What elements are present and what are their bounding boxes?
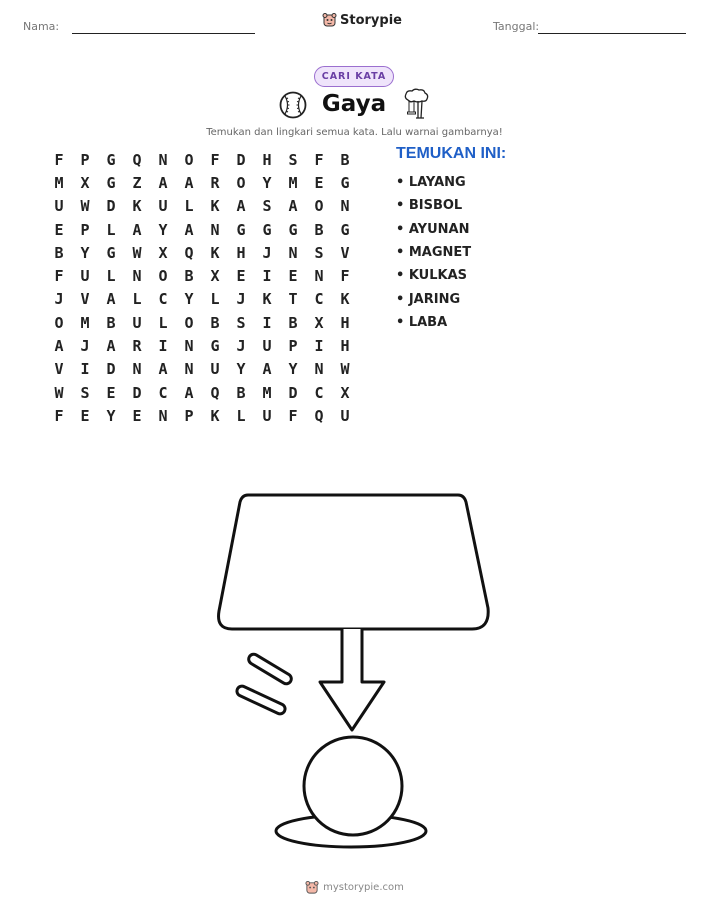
- grid-row: [46, 404, 358, 427]
- grid-letter[interactable]: O: [54, 313, 64, 332]
- grid-letter[interactable]: R: [210, 173, 220, 192]
- grid-letter[interactable]: N: [132, 360, 142, 379]
- grid-row: [46, 288, 358, 311]
- grid-letter[interactable]: N: [184, 337, 194, 356]
- grid-letter[interactable]: U: [54, 197, 64, 216]
- grid-letter[interactable]: Q: [314, 406, 324, 425]
- grid-letter[interactable]: C: [314, 383, 324, 402]
- grid-letter[interactable]: G: [106, 243, 116, 262]
- grid-letter[interactable]: L: [106, 267, 116, 286]
- grid-row: [46, 264, 358, 287]
- grid-letter[interactable]: N: [288, 243, 298, 262]
- grid-letter[interactable]: F: [314, 150, 324, 169]
- grid-letter[interactable]: Y: [80, 243, 90, 262]
- footer: [0, 880, 709, 895]
- grid-letter[interactable]: G: [106, 173, 116, 192]
- ball: [304, 737, 402, 835]
- grid-letter[interactable]: N: [314, 360, 324, 379]
- grid-letter[interactable]: A: [262, 360, 272, 379]
- word-list-item: • AYUNAN: [396, 221, 470, 237]
- grid-letter[interactable]: Y: [262, 173, 272, 192]
- grid-letter[interactable]: U: [80, 267, 90, 286]
- grid-letter[interactable]: Y: [106, 406, 116, 425]
- grid-letter[interactable]: A: [158, 360, 168, 379]
- grid-letter[interactable]: A: [132, 220, 142, 239]
- baseball-icon: [278, 90, 308, 120]
- grid-letter[interactable]: S: [262, 197, 272, 216]
- grid-letter[interactable]: G: [210, 337, 220, 356]
- grid-letter[interactable]: J: [236, 290, 246, 309]
- grid-letter[interactable]: P: [184, 406, 194, 425]
- grid-letter[interactable]: U: [210, 360, 220, 379]
- grid-letter[interactable]: K: [132, 197, 142, 216]
- word-list: [396, 171, 471, 334]
- grid-letter[interactable]: N: [158, 150, 168, 169]
- grid-letter[interactable]: L: [236, 406, 246, 425]
- name-line: [72, 33, 255, 34]
- grid-letter[interactable]: O: [236, 173, 246, 192]
- grid-letter[interactable]: A: [288, 197, 298, 216]
- attraction-arrow: [320, 629, 384, 730]
- date-line: [538, 33, 686, 34]
- grid-letter[interactable]: F: [54, 267, 64, 286]
- grid-letter[interactable]: K: [340, 290, 350, 309]
- grid-letter[interactable]: N: [210, 220, 220, 239]
- grid-letter[interactable]: L: [184, 197, 194, 216]
- grid-letter[interactable]: A: [184, 383, 194, 402]
- grid-letter[interactable]: E: [80, 406, 90, 425]
- grid-letter[interactable]: F: [288, 406, 298, 425]
- word-list-item: • LABA: [396, 314, 448, 330]
- grid-letter[interactable]: A: [54, 337, 64, 356]
- name-label: Nama:: [23, 20, 60, 33]
- grid-letter[interactable]: D: [106, 360, 116, 379]
- grid-letter[interactable]: U: [262, 406, 272, 425]
- grid-letter[interactable]: F: [210, 150, 220, 169]
- grid-letter[interactable]: H: [340, 337, 350, 356]
- grid-row: [46, 171, 358, 194]
- grid-letter[interactable]: E: [132, 406, 142, 425]
- grid-letter[interactable]: H: [236, 243, 246, 262]
- find-title: TEMUKAN INI:: [396, 145, 507, 162]
- grid-letter[interactable]: Y: [236, 360, 246, 379]
- grid-letter[interactable]: J: [80, 337, 90, 356]
- grid-letter[interactable]: P: [80, 150, 90, 169]
- grid-letter[interactable]: Q: [132, 150, 142, 169]
- grid-letter[interactable]: S: [80, 383, 90, 402]
- grid-letter[interactable]: N: [314, 267, 324, 286]
- instructions: Temukan dan lingkari semua kata. Lalu warnai gambarnya!: [206, 127, 503, 138]
- tree-swing-icon: [400, 88, 432, 120]
- page-title: Gaya: [321, 91, 387, 117]
- storypie-mascot-icon: [322, 12, 337, 28]
- grid-letter[interactable]: J: [236, 337, 246, 356]
- grid-letter[interactable]: M: [54, 173, 64, 192]
- grid-row: [46, 241, 358, 264]
- grid-letter[interactable]: B: [288, 313, 298, 332]
- motion-line: [235, 684, 286, 715]
- grid-letter[interactable]: W: [340, 360, 350, 379]
- grid-letter[interactable]: G: [106, 150, 116, 169]
- grid-letter[interactable]: W: [54, 383, 64, 402]
- grid-letter[interactable]: P: [288, 337, 298, 356]
- grid-letter[interactable]: B: [54, 243, 64, 262]
- grid-letter[interactable]: X: [340, 383, 350, 402]
- grid-letter[interactable]: H: [262, 150, 272, 169]
- grid-letter[interactable]: M: [288, 173, 298, 192]
- grid-letter[interactable]: A: [184, 173, 194, 192]
- grid-letter[interactable]: I: [314, 337, 324, 356]
- magnet-illustration: [210, 490, 500, 855]
- activity-badge: CARI KATA: [314, 66, 394, 87]
- word-list-item: • LAYANG: [396, 175, 466, 191]
- grid-letter[interactable]: X: [314, 313, 324, 332]
- grid-letter[interactable]: J: [54, 290, 64, 309]
- grid-letter[interactable]: V: [80, 290, 90, 309]
- grid-letter[interactable]: G: [288, 220, 298, 239]
- grid-row: [46, 358, 358, 381]
- grid-row: [46, 311, 358, 334]
- grid-letter[interactable]: N: [184, 360, 194, 379]
- grid-letter[interactable]: O: [158, 267, 168, 286]
- grid-letter[interactable]: T: [288, 290, 298, 309]
- grid-letter[interactable]: Y: [184, 290, 194, 309]
- grid-letter[interactable]: V: [54, 360, 64, 379]
- grid-letter[interactable]: O: [184, 150, 194, 169]
- grid-letter[interactable]: N: [158, 406, 168, 425]
- grid-letter[interactable]: F: [340, 267, 350, 286]
- grid-letter[interactable]: I: [158, 337, 168, 356]
- grid-letter[interactable]: H: [340, 313, 350, 332]
- grid-letter[interactable]: C: [158, 383, 168, 402]
- grid-letter[interactable]: B: [236, 383, 246, 402]
- grid-letter[interactable]: A: [236, 197, 246, 216]
- grid-letter[interactable]: L: [158, 313, 168, 332]
- word-list-item: • KULKAS: [396, 268, 468, 284]
- grid-letter[interactable]: N: [340, 197, 350, 216]
- grid-letter[interactable]: S: [314, 243, 324, 262]
- grid-letter[interactable]: D: [288, 383, 298, 402]
- grid-letter[interactable]: I: [80, 360, 90, 379]
- grid-letter[interactable]: B: [210, 313, 220, 332]
- grid-letter[interactable]: D: [132, 383, 142, 402]
- grid-letter[interactable]: U: [158, 197, 168, 216]
- grid-letter[interactable]: G: [236, 220, 246, 239]
- grid-letter[interactable]: X: [80, 173, 90, 192]
- grid-letter[interactable]: F: [54, 150, 64, 169]
- grid-letter[interactable]: B: [184, 267, 194, 286]
- grid-letter[interactable]: A: [158, 173, 168, 192]
- grid-letter[interactable]: D: [106, 197, 116, 216]
- grid-letter[interactable]: Q: [210, 383, 220, 402]
- grid-letter[interactable]: M: [80, 313, 90, 332]
- grid-letter[interactable]: D: [236, 150, 246, 169]
- grid-letter[interactable]: L: [132, 290, 142, 309]
- grid-letter[interactable]: I: [262, 313, 272, 332]
- grid-letter[interactable]: V: [340, 243, 350, 262]
- grid-letter[interactable]: Q: [184, 243, 194, 262]
- grid-letter[interactable]: G: [340, 220, 350, 239]
- grid-letter[interactable]: E: [288, 267, 298, 286]
- grid-letter[interactable]: W: [132, 243, 142, 262]
- grid-letter[interactable]: P: [80, 220, 90, 239]
- grid-letter[interactable]: S: [288, 150, 298, 169]
- grid-letter[interactable]: R: [132, 337, 142, 356]
- grid-letter[interactable]: U: [340, 406, 350, 425]
- grid-row: [46, 381, 358, 404]
- brand-name: Storypie: [340, 12, 402, 28]
- grid-letter[interactable]: E: [54, 220, 64, 239]
- grid-letter[interactable]: A: [106, 290, 116, 309]
- grid-letter[interactable]: B: [340, 150, 350, 169]
- grid-letter[interactable]: Y: [158, 220, 168, 239]
- grid-letter[interactable]: L: [106, 220, 116, 239]
- grid-letter[interactable]: K: [210, 197, 220, 216]
- grid-letter[interactable]: N: [132, 267, 142, 286]
- grid-letter[interactable]: S: [236, 313, 246, 332]
- grid-letter[interactable]: K: [262, 290, 272, 309]
- word-search-grid: [46, 148, 358, 428]
- grid-letter[interactable]: Y: [288, 360, 298, 379]
- motion-line: [247, 652, 293, 685]
- grid-letter[interactable]: Z: [132, 173, 142, 192]
- grid-row: [46, 195, 358, 218]
- grid-letter[interactable]: I: [262, 267, 272, 286]
- grid-row: [46, 334, 358, 357]
- grid-letter[interactable]: O: [184, 313, 194, 332]
- footer-url[interactable]: mystorypie.com: [323, 882, 404, 893]
- word-list-item: • JARING: [396, 291, 461, 307]
- grid-letter[interactable]: C: [158, 290, 168, 309]
- grid-letter[interactable]: B: [106, 313, 116, 332]
- grid-letter[interactable]: K: [210, 406, 220, 425]
- date-label: Tanggal:: [493, 20, 540, 33]
- grid-letter[interactable]: X: [158, 243, 168, 262]
- grid-letter[interactable]: E: [314, 173, 324, 192]
- grid-letter[interactable]: C: [314, 290, 324, 309]
- grid-letter[interactable]: X: [210, 267, 220, 286]
- grid-letter[interactable]: K: [210, 243, 220, 262]
- grid-letter[interactable]: M: [262, 383, 272, 402]
- grid-letter[interactable]: B: [314, 220, 324, 239]
- word-list-item: • MAGNET: [396, 245, 472, 261]
- grid-letter[interactable]: W: [80, 197, 90, 216]
- grid-row: [46, 218, 358, 241]
- grid-letter[interactable]: O: [314, 197, 324, 216]
- grid-letter[interactable]: E: [106, 383, 116, 402]
- grid-row: [46, 148, 358, 171]
- word-list-item: • BISBOL: [396, 198, 463, 214]
- grid-letter[interactable]: L: [210, 290, 220, 309]
- grid-letter[interactable]: G: [340, 173, 350, 192]
- grid-letter[interactable]: A: [106, 337, 116, 356]
- grid-letter[interactable]: G: [262, 220, 272, 239]
- magnet-shape: [219, 495, 489, 629]
- grid-letter[interactable]: U: [262, 337, 272, 356]
- grid-letter[interactable]: F: [54, 406, 64, 425]
- brand-logo: [322, 12, 402, 28]
- grid-letter[interactable]: J: [262, 243, 272, 262]
- storypie-mascot-icon: [305, 880, 319, 895]
- grid-letter[interactable]: U: [132, 313, 142, 332]
- grid-letter[interactable]: A: [184, 220, 194, 239]
- grid-letter[interactable]: E: [236, 267, 246, 286]
